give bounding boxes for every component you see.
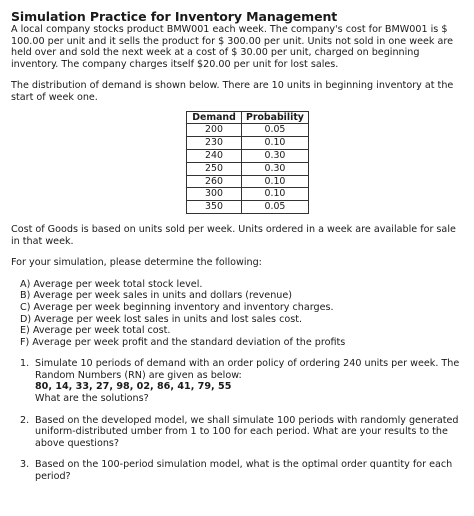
question-text: Simulate 10 periods of demand with an order policy of ordering 240 units per week. The Random Numbers (RN) are given as below: xyxy=(35,358,460,381)
table-row xyxy=(187,149,309,162)
table-header-row xyxy=(187,111,309,124)
question-2 xyxy=(20,415,463,450)
list-item: F) Average per week profit and the standard deviation of the profits xyxy=(20,336,346,348)
question-1 xyxy=(20,358,463,404)
question-3 xyxy=(20,459,463,482)
list-item: B) Average per week sales in units and dollars (revenue) xyxy=(20,290,293,302)
question-number: 2. xyxy=(20,414,30,426)
table-row xyxy=(187,162,309,175)
probability-cell: 0.10 xyxy=(242,137,309,150)
table-row xyxy=(187,188,309,201)
table-row xyxy=(187,124,309,137)
question-text: Based on the developed model, we shall simulate 100 periods with randomly generated uniform-distributed umber from 1 to 100 for each period. What are your results to the above questions? xyxy=(35,414,459,449)
probability-cell: 0.10 xyxy=(242,188,309,201)
demand-cell: 260 xyxy=(187,175,242,188)
table-row xyxy=(187,137,309,150)
table-row xyxy=(187,201,309,214)
demand-cell: 200 xyxy=(187,124,242,137)
column-header-probability: Probability xyxy=(242,111,309,124)
demand-cell: 350 xyxy=(187,201,242,214)
table-row xyxy=(187,175,309,188)
probability-cell: 0.30 xyxy=(242,162,309,175)
probability-cell: 0.30 xyxy=(242,149,309,162)
demand-cell: 300 xyxy=(187,188,242,201)
list-item: E) Average per week total cost. xyxy=(20,325,171,337)
probability-cell: 0.05 xyxy=(242,124,309,137)
probability-cell: 0.10 xyxy=(242,175,309,188)
question-number: 3. xyxy=(20,459,30,471)
demand-cell: 230 xyxy=(187,137,242,150)
demand-distribution-table xyxy=(186,111,309,214)
cogs-paragraph: Cost of Goods is based on units sold per week. Units ordered in a week are available for sale in that week. xyxy=(11,223,456,247)
determine-paragraph: For your simulation, please determine the following: xyxy=(11,257,262,269)
requirements-list xyxy=(11,279,463,349)
question-tail: What are the solutions? xyxy=(35,393,149,405)
document-page xyxy=(11,9,463,483)
random-numbers: 80, 14, 33, 27, 98, 02, 86, 41, 79, 55 xyxy=(35,381,232,393)
list-item: A) Average per week total stock level. xyxy=(20,278,203,290)
document-title: Simulation Practice for Inventory Management xyxy=(11,9,338,24)
demand-cell: 240 xyxy=(187,149,242,162)
demand-cell: 250 xyxy=(187,162,242,175)
intro-paragraph: A local company stocks product BMW001 each week. The company's cost for BMW001 is $ 100.00 per unit and it sells the product for $ 300.00 per unit. Units not sold in one week are held over and sold the next week at a cost of $ 30.00 per unit, charged on beginning inventory. The company charges itself $20.00 per unit for lost sales. xyxy=(11,24,454,70)
list-item: C) Average per week beginning inventory and inventory charges. xyxy=(20,301,334,313)
distribution-paragraph: The distribution of demand is shown below. There are 10 units in beginning inventory at the start of week one. xyxy=(11,80,454,103)
question-number: 1. xyxy=(20,358,30,370)
question-text: Based on the 100-period simulation model, what is the optimal order quantity for each period? xyxy=(35,459,453,483)
probability-cell: 0.05 xyxy=(242,201,309,214)
column-header-demand: Demand xyxy=(187,111,242,124)
list-item: D) Average per week lost sales in units and lost sales cost. xyxy=(20,313,303,325)
